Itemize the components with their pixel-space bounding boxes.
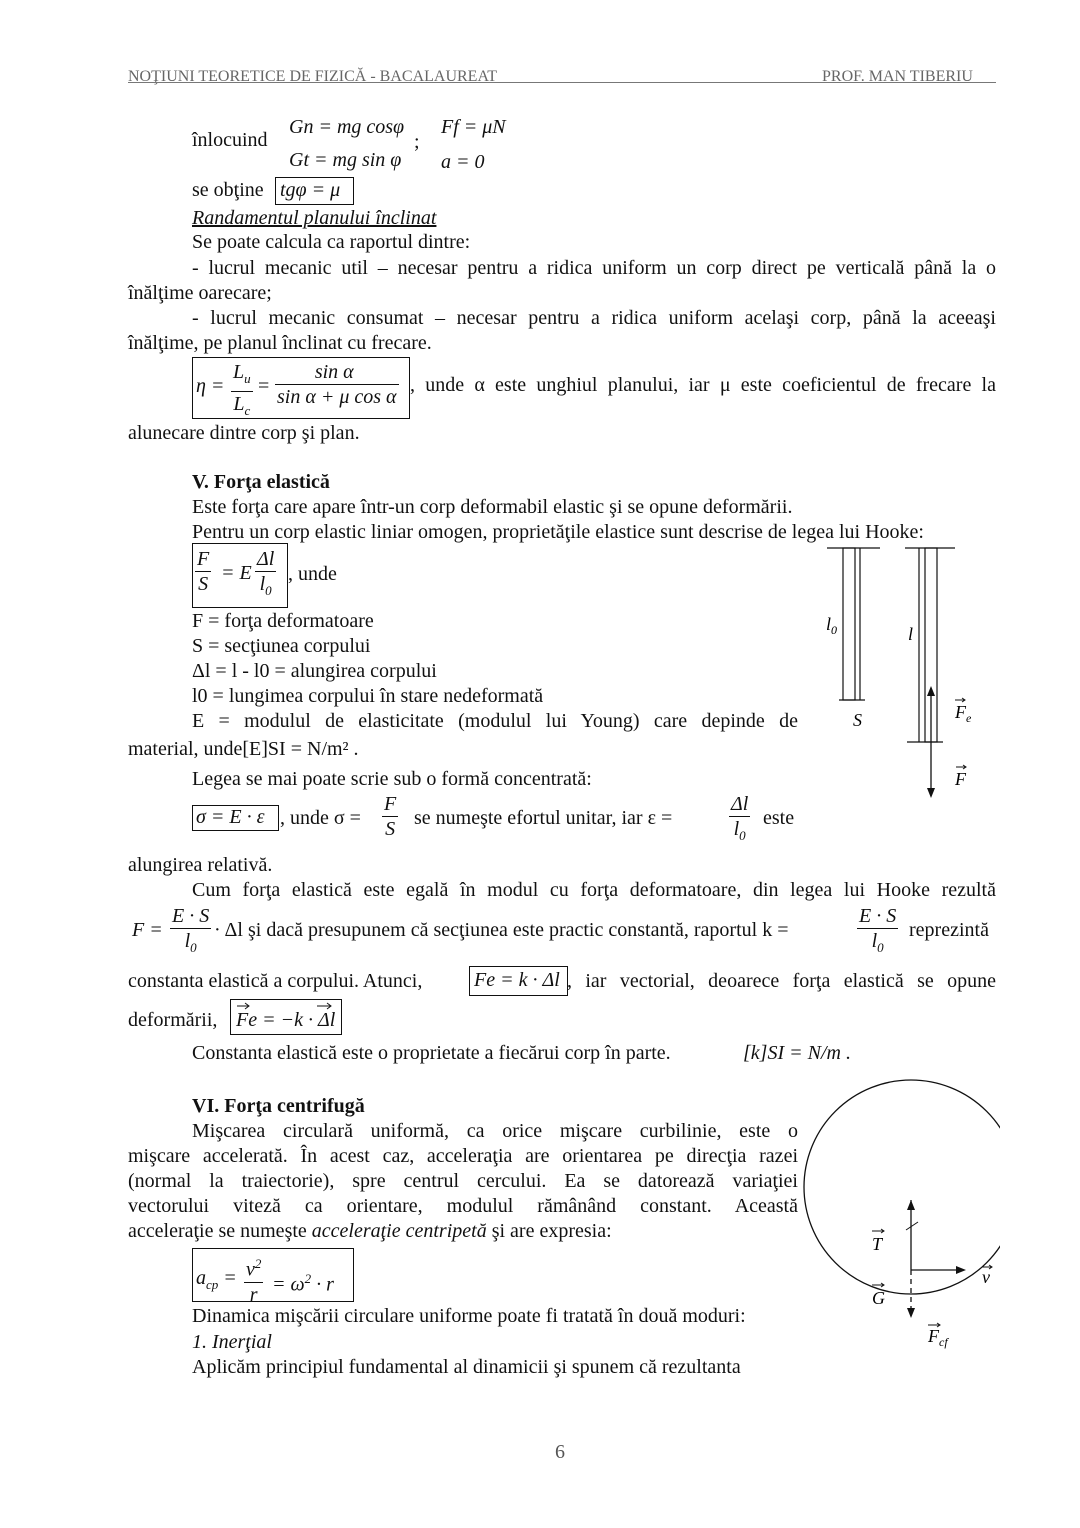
inertial-label: 1. Inerţial [192,1331,272,1353]
eta-eq2: = [258,375,270,397]
ff-equation: Ff = μN [441,116,506,138]
util-line-1: - lucrul mecanic util – necesar pentru a ridica uniform un corp direct pe verticală până la o [192,257,996,279]
centrifug-l3: (normal la traiectorie), spre centrul cercului. Ea se datorează variaţiei [128,1170,798,1192]
centrifug-l4: vectorului viteză ca orientare, modulul rămânând constant. Această [128,1195,798,1217]
eta-text: , unde α este unghiul planului, iar μ este coeficientul de frecare la [410,374,996,396]
fe-equation: Fe = k · Δl [474,969,560,991]
centrifug-l5b: acceleraţie centripetă [311,1220,487,1242]
const-text-1: constanta elastică a corpului. Atunci, [128,970,423,992]
randament-title: Randamentul planului înclinat [192,207,437,229]
acp-symbol: $a_{cp}$ = [196,1267,237,1292]
inlocuind-label: înlocuind [192,129,268,151]
s-label: S [853,710,862,730]
sigma-text-3: este [763,807,795,829]
eta-text-2: alunecare dintre corp şi plan. [128,422,360,444]
conc-line: Legea se mai poate scrie sub o formă concentrată: [192,768,592,790]
def-l0: l0 = lungimea corpului în stare nedeformată [192,685,544,707]
k-frac: $\frac{E \cdot S}{l_0}$ [859,905,897,955]
consumat-line-2: înălţime, pe planul înclinat cu frecare. [128,332,432,354]
g-label: G [872,1288,885,1308]
f-frac: $\frac{E \cdot S}{l_0}$ [172,905,210,955]
t-label: T [872,1234,883,1254]
alung-rel: alungirea relativă. [128,854,273,876]
centrifug-l5c: şi are expresia: [486,1220,612,1242]
def-dl: Δl = l - l0 = alungirea corpului [192,660,437,682]
page-number: 6 [555,1441,565,1463]
elastic-p1: Este forţa care apare într-un corp deformabil elastic şi se opune deformării. [192,496,793,518]
calc-intro: Se poate calcula ca raportul dintre: [192,231,471,253]
centrifug-l5a: acceleraţie se numeşte [128,1220,312,1242]
header-right: PROF. MAN TIBERIU [822,68,973,85]
f-text-1: · Δl şi dacă presupunem că secţiunea este practic constantă, raportul k = [214,919,789,941]
f-text-2: reprezintă [909,919,989,941]
fe-label: $F_e$ [955,702,972,725]
sigma-text-1: , unde σ = [280,807,361,829]
eta-symbol: η = [196,375,225,397]
gn-equation: Gn = mg cosφ [289,116,405,138]
gt-equation: Gt = mg sin φ [289,149,402,171]
elastic-p2: Pentru un corp elastic liniar omogen, proprietăţile elastice sunt descrise de legea lui Hooke: [192,521,924,543]
a-equation: a = 0 [441,151,485,173]
hooke-frac-dl: $\frac{\Delta l}{l_0}$ [257,548,275,598]
se-obtine: se obţine [192,179,264,201]
centrifug-l2: mişcare accelerată. În acest caz, acceleraţia are orientarea pe direcţia razei [128,1145,798,1167]
k-line: Constanta elastică este o proprietate a fiecărui corp în parte. [192,1042,671,1064]
centrifug-l1: Mişcarea circulară uniformă, ca orice mişcare curbilinie, este o [192,1120,798,1142]
hooke-unde: , unde [288,563,337,585]
f-label: F [955,769,966,789]
elastic-bar-figure [815,540,1005,810]
acp-frac: $\frac{v^2}{r}$ [244,1252,263,1307]
vector-arrows [234,1000,344,1012]
centrifug-title: VI. Forţa centrifugă [192,1095,365,1117]
cum-line: Cum forţa elastică este egală în modul cu forţa deformatoare, din legea lui Hooke rezultă [192,879,996,901]
def-s: S = secţiunea corpului [192,635,371,657]
circular-motion-figure [800,1070,1000,1370]
semicolon: ; [414,131,420,153]
eta-frac-1: $\frac{L_u}{L_c}$ [233,361,251,418]
eps-frac: $\frac{\Delta l}{l_0}$ [731,793,749,843]
sigma-eq: σ = E · ε [196,806,265,828]
tg-equation: tgφ = μ [280,179,341,201]
header-left: NOŢIUNI TEORETICE DE FIZICĂ - BACALAUREAT [128,68,497,85]
l0-label: $l_0$ [826,614,838,637]
fe-vector-eq: Fe = −k · Δl [236,1009,336,1031]
consumat-line-1: - lucrul mecanic consumat – necesar pentru a ridica uniform acelaşi corp, până la aceeaşi [192,307,996,329]
acp-omega: = $\omega^2 \cdot r$ [272,1271,334,1296]
elastic-title: V. Forţa elastică [192,471,330,493]
k-unit: [k]SI = N/m . [743,1042,851,1064]
def-e1: E = modulul de elasticitate (modulul lui Young) care depinde de [192,710,798,732]
sigma-text-2: se numeşte efortul unitar, iar ε = [414,807,673,829]
dinamica-line: Dinamica mişcării circulare uniforme poate fi tratată în două moduri: [192,1305,746,1327]
sigma-frac: $\frac{F}{S}$ [384,793,397,840]
l-label: l [908,624,914,644]
util-line-2: înălţime oarecare; [128,282,272,304]
v-label: v [982,1267,990,1287]
def-e2: material, unde[E]SI = N/m² . [128,738,359,760]
const-text-2: , iar vectorial, deoarece forţa elastică se opune [567,970,996,992]
hooke-frac-fs: $\frac{F}{S}$ [197,548,210,595]
f-symbol: F = [132,919,163,941]
centrifug-l5 [128,1219,612,1244]
aplicam-line: Aplicăm principiul fundamental al dinamicii şi spunem că rezultanta [192,1356,741,1378]
header-rule [128,82,996,83]
hooke-eq: = E [221,562,252,584]
fcf-label: $F_{cf}$ [928,1326,948,1349]
def-f: F = forţa deformatoare [192,610,374,632]
deformarii: deformării, [128,1009,218,1031]
eta-frac-2: $\frac{\text{sin α}}{\text{sin α + μ cos α}}$ [277,361,397,408]
